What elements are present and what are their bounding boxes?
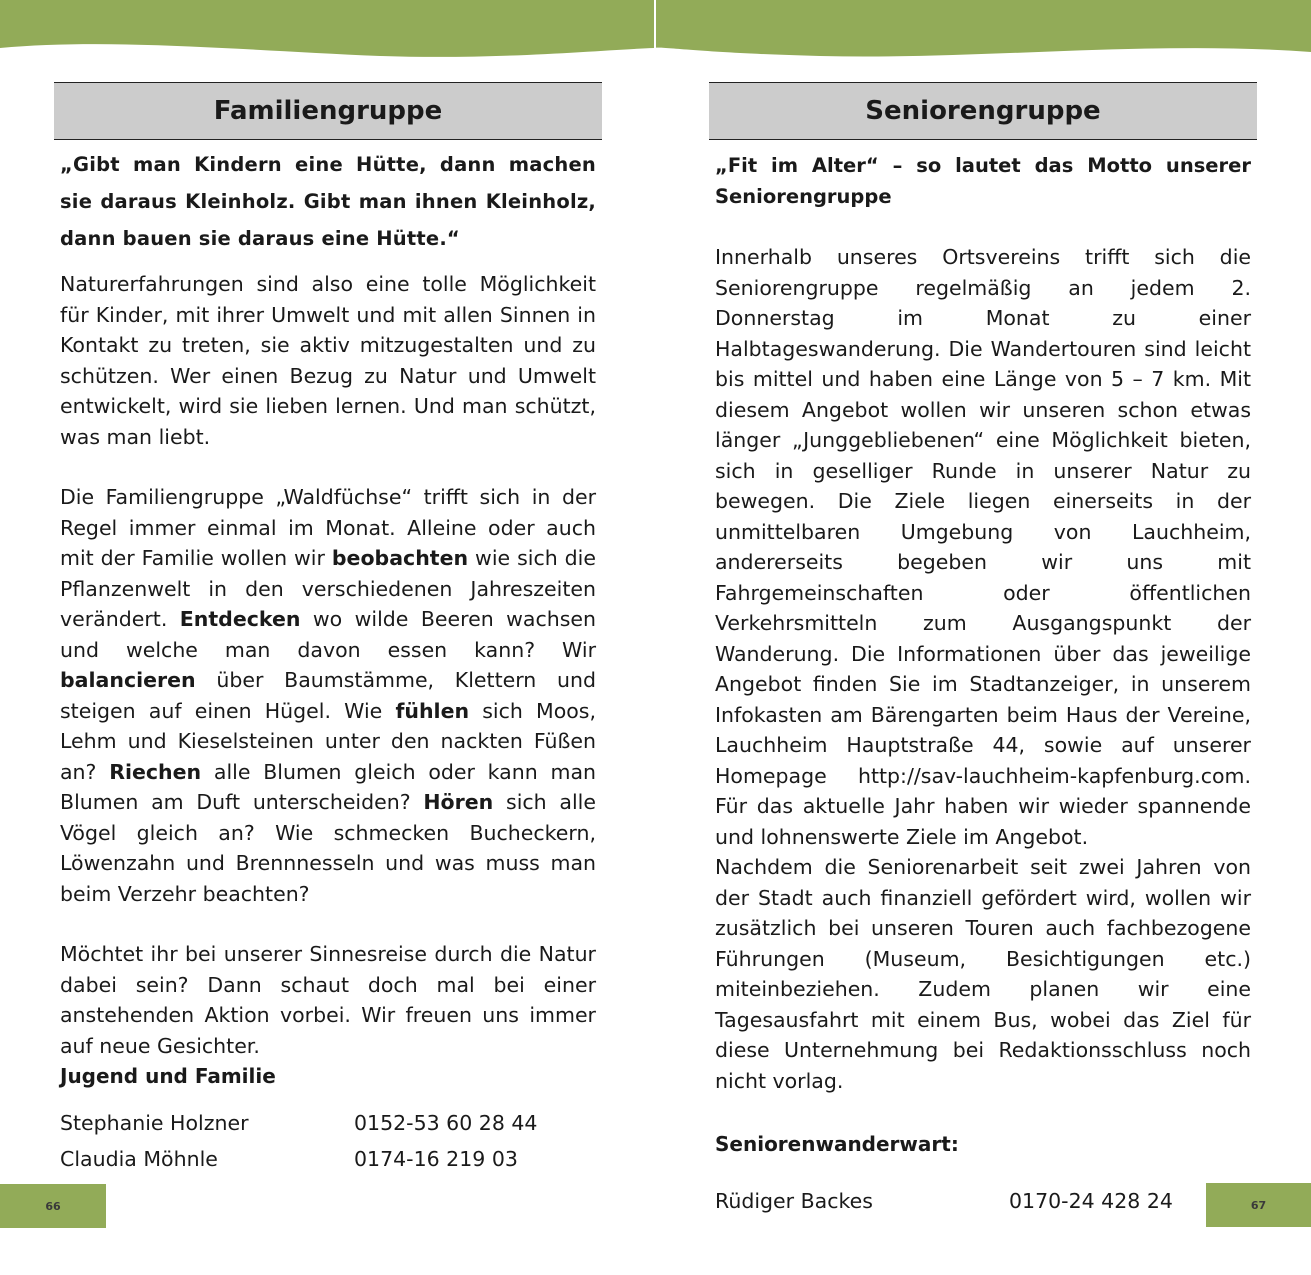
right-paragraph-1: Innerhalb unseres Ortsvereins trifft sich die Seniorengruppe regelmäßig an jedem 2. Donnerstag im Monat zu einer Halbtageswanderung. Die Wandertouren sind leicht bis mittel und haben eine Länge von 5 – 7 km. Mit diesem Angebot wollen wir unseren schon etwas länger „Junggebliebenen“ eine Möglichkeit bieten, sich in geselliger Runde in unserer Natur zu bewegen. Die Ziele liegen einerseits in der unmittelbaren Umgebung von Lauchheim, andererseits begeben wir uns mit Fahrgemeinschaften oder öffentlichen Verkehrsmitteln zum Ausgangspunkt der Wanderung. Die Informationen über das jeweilige Angebot finden Sie im Stadtanzeiger, in unserem Infokasten am Bärengarten beim Haus der Vereine, Lauchheim Hauptstraße 44, sowie auf unserer Homepage http://sav-lauchheim-kapfenburg.com. Für das aktuelle Jahr haben wir wieder spannende und lohnenswerte Ziele im Angebot. — [715, 245, 1251, 849]
contact-phone: 0152-53 60 28 44 — [354, 1111, 538, 1135]
emphasis-beobachten: beobachten — [331, 546, 469, 570]
right-contact-heading: Seniorenwanderwart: — [715, 1132, 959, 1156]
emphasis-fuehlen: fühlen — [395, 698, 470, 723]
left-contact-heading: Jugend und Familie — [60, 1064, 276, 1088]
page-number-right: 67 — [1206, 1183, 1311, 1227]
left-page-heading: Familiengruppe — [54, 82, 602, 140]
contact-phone: 0170-24 428 24 — [1009, 1189, 1173, 1213]
left-paragraph-3: Möchtet ihr bei unserer Sinnesreise durch die Natur dabei sein? Dann schaut doch mal bei einer anstehenden Aktion vorbei. Wir freuen uns immer auf neue Gesichter. — [60, 942, 596, 1058]
right-page-quote: „Fit im Alter“ – so lautet das Motto unserer Seniorengruppe — [715, 154, 1251, 208]
left-contact-list — [54, 1105, 602, 1177]
left-page-quote: „Gibt man Kindern eine Hütte, dann machen sie daraus Kleinholz. Gibt man ihnen Kleinholz, dann bauen sie daraus eine Hütte.“ — [60, 153, 596, 250]
emphasis-hoeren: Hören — [423, 790, 494, 814]
emphasis-entdecken: Entdecken — [179, 607, 301, 631]
emphasis-riechen: Riechen — [109, 759, 202, 784]
left-paragraph-1: Naturerfahrungen sind also eine tolle Möglichkeit für Kinder, mit ihrer Umwelt und mit allen Sinnen in Kontakt zu treten, sie aktiv mitzugestalten und zu schützen. Wer einen Bezug zu Natur und Umwelt entwickelt, wird sie lieben lernen. Und man schützt, was man liebt. — [60, 272, 596, 449]
contact-row — [60, 1141, 596, 1177]
page-number-left: 66 — [0, 1184, 106, 1228]
emphasis-balancieren: balancieren — [60, 668, 196, 692]
contact-phone: 0174-16 219 03 — [354, 1147, 518, 1171]
contact-name: Rüdiger Backes — [715, 1189, 873, 1213]
right-contact-list — [709, 1183, 1257, 1219]
right-page-column — [709, 82, 1257, 1219]
contact-row — [715, 1183, 1251, 1219]
contact-name: Claudia Möhnle — [60, 1147, 218, 1171]
page-divider — [654, 0, 656, 60]
contact-row — [60, 1105, 596, 1141]
contact-name: Stephanie Holzner — [60, 1111, 249, 1135]
left-page-column — [54, 82, 602, 1177]
right-paragraph-2: Nachdem die Seniorenarbeit seit zwei Jahren von der Stadt auch finanziell gefördert wird, wollen wir zusätzlich bei unseren Touren auch fachbezogene Führungen (Museum, Besichtigungen etc.) miteinbeziehen. Zudem planen wir eine Tagesausfahrt mit einem Bus, wobei das Ziel für diese Unternehmung bei Redaktionsschluss noch nicht vorlag. — [715, 855, 1251, 1093]
right-page-heading: Seniorengruppe — [709, 82, 1257, 140]
left-paragraph-2: Die Familiengruppe „Waldfüchse“ trifft sich in der Regel immer einmal im Monat. Alleine oder auch mit der Familie wollen wir beobachten wie sich die Pflanzenwelt in den verschiedenen Jahreszeiten verändert. Entdecken wo wilde Beeren wachsen und welche man davon essen kann? Wir balancieren über Baumstämme, Klettern und steigen auf einen Hügel. Wie fühlen sich Moos, Lehm und Kieselsteinen unter den nackten Füßen an? Riechen alle Blumen gleich oder kann man Blumen am Duft unterscheiden? Hören sich alle Vögel gleich an? Wie schmecken Bucheckern, Löwenzahn und Brennnesseln und was muss man beim Verzehr beachten? — [60, 485, 597, 906]
